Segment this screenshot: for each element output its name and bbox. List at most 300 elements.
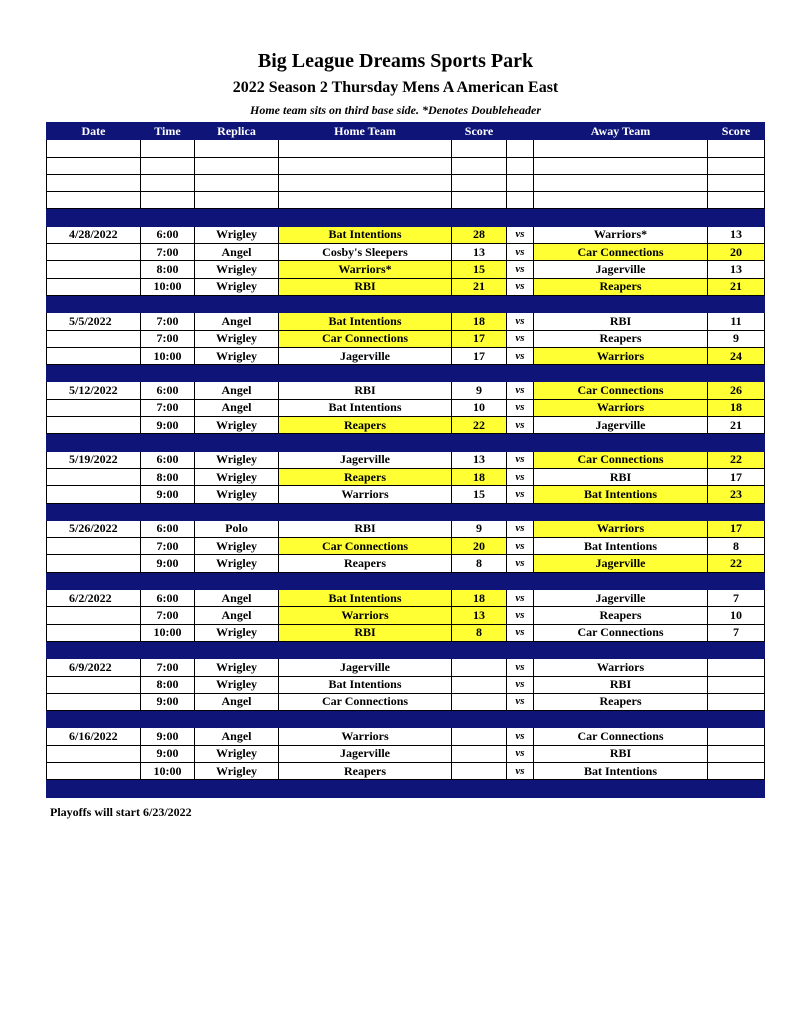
away-score-cell: [708, 728, 765, 745]
replica-cell: Angel: [195, 590, 279, 607]
divider-cell: [534, 711, 708, 728]
away-team-cell: Car Connections: [534, 244, 708, 261]
replica-cell: Wrigley: [195, 261, 279, 278]
divider-row: [47, 503, 765, 520]
away-score-cell: 23: [708, 486, 765, 503]
blank-cell: [452, 157, 507, 174]
divider-cell: [195, 434, 279, 451]
time-cell: 10:00: [141, 762, 195, 779]
vs-cell: vs: [507, 486, 534, 503]
blank-cell: [47, 157, 141, 174]
blank-cell: [452, 192, 507, 209]
away-team-cell: Jagerville: [534, 261, 708, 278]
divider-cell: [534, 572, 708, 589]
date-cell: [47, 399, 141, 416]
header-row: [47, 123, 765, 140]
divider-cell: [708, 572, 765, 589]
game-row: [47, 451, 765, 468]
home-team-cell: Bat Intentions: [279, 399, 452, 416]
column-header-home-team: Home Team: [279, 123, 452, 140]
vs-cell: vs: [507, 659, 534, 676]
divider-cell: [708, 780, 765, 797]
away-team-cell: Bat Intentions: [534, 538, 708, 555]
divider-row: [47, 711, 765, 728]
divider-cell: [708, 365, 765, 382]
game-row: [47, 520, 765, 537]
divider-cell: [47, 711, 141, 728]
away-score-cell: [708, 745, 765, 762]
home-score-cell: [452, 676, 507, 693]
divider-cell: [534, 503, 708, 520]
game-row: [47, 330, 765, 347]
away-score-cell: 10: [708, 607, 765, 624]
replica-cell: Polo: [195, 520, 279, 537]
blank-cell: [534, 157, 708, 174]
home-score-cell: 13: [452, 244, 507, 261]
divider-cell: [452, 641, 507, 658]
time-cell: 6:00: [141, 451, 195, 468]
divider-cell: [507, 641, 534, 658]
vs-cell: vs: [507, 676, 534, 693]
away-team-cell: Warriors: [534, 520, 708, 537]
divider-cell: [534, 209, 708, 226]
game-row: [47, 399, 765, 416]
game-row: [47, 486, 765, 503]
home-score-cell: [452, 745, 507, 762]
away-score-cell: 18: [708, 399, 765, 416]
away-score-cell: 17: [708, 468, 765, 485]
time-cell: 7:00: [141, 659, 195, 676]
date-cell: [47, 278, 141, 295]
divider-row: [47, 365, 765, 382]
game-row: [47, 676, 765, 693]
divider-cell: [708, 711, 765, 728]
divider-cell: [507, 503, 534, 520]
game-row: [47, 728, 765, 745]
divider-cell: [47, 780, 141, 797]
date-cell: [47, 468, 141, 485]
blank-cell: [708, 140, 765, 157]
vs-cell: vs: [507, 347, 534, 364]
away-score-cell: 26: [708, 382, 765, 399]
playoffs-note: Playoffs will start 6/23/2022: [50, 805, 192, 819]
home-score-cell: 18: [452, 590, 507, 607]
blank-cell: [534, 174, 708, 191]
divider-cell: [507, 434, 534, 451]
home-score-cell: 20: [452, 538, 507, 555]
blank-cell: [279, 157, 452, 174]
away-team-cell: Bat Intentions: [534, 762, 708, 779]
blank-row: [47, 174, 765, 191]
time-cell: 9:00: [141, 486, 195, 503]
home-score-cell: 28: [452, 226, 507, 243]
divider-cell: [708, 434, 765, 451]
divider-cell: [195, 641, 279, 658]
replica-cell: Wrigley: [195, 538, 279, 555]
away-team-cell: RBI: [534, 745, 708, 762]
divider-cell: [534, 295, 708, 312]
vs-cell: vs: [507, 313, 534, 330]
divider-cell: [279, 295, 452, 312]
blank-cell: [141, 140, 195, 157]
divider-cell: [141, 711, 195, 728]
away-team-cell: Warriors: [534, 347, 708, 364]
time-cell: 9:00: [141, 728, 195, 745]
divider-cell: [507, 365, 534, 382]
replica-cell: Wrigley: [195, 330, 279, 347]
home-team-cell: Warriors: [279, 607, 452, 624]
blank-row: [47, 140, 765, 157]
divider-cell: [141, 780, 195, 797]
divider-cell: [195, 295, 279, 312]
time-cell: 7:00: [141, 244, 195, 261]
divider-cell: [47, 434, 141, 451]
vs-cell: vs: [507, 728, 534, 745]
game-row: [47, 347, 765, 364]
game-row: [47, 468, 765, 485]
home-team-cell: Warriors: [279, 728, 452, 745]
game-row: [47, 693, 765, 710]
document-subtitle: 2022 Season 2 Thursday Mens A American East: [232, 79, 559, 96]
replica-cell: Wrigley: [195, 762, 279, 779]
home-score-cell: [452, 693, 507, 710]
divider-cell: [195, 780, 279, 797]
away-team-cell: Warriors: [534, 659, 708, 676]
home-team-cell: RBI: [279, 382, 452, 399]
time-cell: 7:00: [141, 538, 195, 555]
blank-cell: [534, 140, 708, 157]
divider-cell: [708, 641, 765, 658]
time-cell: 7:00: [141, 313, 195, 330]
blank-cell: [507, 174, 534, 191]
divider-row: [47, 641, 765, 658]
home-score-cell: 10: [452, 399, 507, 416]
home-score-cell: [452, 728, 507, 745]
divider-row: [47, 434, 765, 451]
divider-cell: [534, 641, 708, 658]
home-team-cell: Jagerville: [279, 659, 452, 676]
home-team-cell: Cosby's Sleepers: [279, 244, 452, 261]
replica-cell: Wrigley: [195, 278, 279, 295]
game-row: [47, 244, 765, 261]
replica-cell: Angel: [195, 244, 279, 261]
away-team-cell: Jagerville: [534, 417, 708, 434]
divider-cell: [47, 295, 141, 312]
blank-cell: [195, 140, 279, 157]
divider-cell: [47, 641, 141, 658]
replica-cell: Angel: [195, 607, 279, 624]
blank-cell: [141, 192, 195, 209]
away-score-cell: 11: [708, 313, 765, 330]
date-cell: [47, 762, 141, 779]
home-team-cell: Reapers: [279, 762, 452, 779]
blank-cell: [47, 192, 141, 209]
away-score-cell: 22: [708, 451, 765, 468]
away-team-cell: Car Connections: [534, 728, 708, 745]
game-row: [47, 417, 765, 434]
game-row: [47, 555, 765, 572]
date-cell: 5/12/2022: [47, 382, 141, 399]
blank-cell: [47, 174, 141, 191]
home-score-cell: 18: [452, 313, 507, 330]
away-team-cell: Car Connections: [534, 382, 708, 399]
time-cell: 10:00: [141, 278, 195, 295]
vs-cell: vs: [507, 330, 534, 347]
divider-cell: [507, 711, 534, 728]
vs-cell: vs: [507, 382, 534, 399]
date-cell: 6/9/2022: [47, 659, 141, 676]
vs-cell: vs: [507, 745, 534, 762]
home-team-cell: Bat Intentions: [279, 590, 452, 607]
home-team-cell: Reapers: [279, 555, 452, 572]
home-score-cell: 18: [452, 468, 507, 485]
divider-cell: [708, 209, 765, 226]
game-row: [47, 278, 765, 295]
home-team-cell: Reapers: [279, 468, 452, 485]
divider-cell: [141, 295, 195, 312]
blank-cell: [279, 140, 452, 157]
away-score-cell: [708, 659, 765, 676]
divider-cell: [534, 434, 708, 451]
away-score-cell: 13: [708, 261, 765, 278]
time-cell: 10:00: [141, 347, 195, 364]
away-score-cell: [708, 693, 765, 710]
date-cell: 6/16/2022: [47, 728, 141, 745]
vs-cell: vs: [507, 451, 534, 468]
divider-cell: [452, 434, 507, 451]
away-score-cell: 13: [708, 226, 765, 243]
blank-cell: [141, 174, 195, 191]
home-score-cell: 8: [452, 624, 507, 641]
date-cell: [47, 624, 141, 641]
column-header-away-score: Score: [708, 123, 765, 140]
replica-cell: Wrigley: [195, 347, 279, 364]
replica-cell: Wrigley: [195, 417, 279, 434]
home-team-cell: Warriors: [279, 486, 452, 503]
time-cell: 10:00: [141, 624, 195, 641]
time-cell: 9:00: [141, 745, 195, 762]
divider-cell: [141, 209, 195, 226]
away-team-cell: Bat Intentions: [534, 486, 708, 503]
game-row: [47, 226, 765, 243]
game-row: [47, 607, 765, 624]
time-cell: 8:00: [141, 261, 195, 278]
date-cell: [47, 261, 141, 278]
game-row: [47, 382, 765, 399]
away-team-cell: Jagerville: [534, 555, 708, 572]
divider-cell: [195, 711, 279, 728]
vs-cell: vs: [507, 590, 534, 607]
away-team-cell: Warriors: [534, 399, 708, 416]
divider-cell: [279, 434, 452, 451]
away-team-cell: Reapers: [534, 278, 708, 295]
vs-cell: vs: [507, 693, 534, 710]
divider-row: [47, 780, 765, 797]
divider-cell: [507, 295, 534, 312]
divider-cell: [141, 572, 195, 589]
home-team-cell: Car Connections: [279, 330, 452, 347]
away-score-cell: 7: [708, 624, 765, 641]
away-team-cell: RBI: [534, 676, 708, 693]
divider-cell: [507, 209, 534, 226]
home-team-cell: RBI: [279, 624, 452, 641]
home-score-cell: [452, 659, 507, 676]
replica-cell: Wrigley: [195, 624, 279, 641]
divider-cell: [195, 209, 279, 226]
home-team-cell: Bat Intentions: [279, 676, 452, 693]
away-score-cell: 22: [708, 555, 765, 572]
schedule-table: [46, 122, 765, 798]
document-title: Big League Dreams Sports Park: [257, 50, 534, 72]
divider-cell: [279, 641, 452, 658]
home-score-cell: 15: [452, 486, 507, 503]
away-score-cell: 21: [708, 417, 765, 434]
divider-cell: [47, 503, 141, 520]
divider-cell: [47, 572, 141, 589]
blank-cell: [141, 157, 195, 174]
divider-cell: [279, 503, 452, 520]
divider-row: [47, 295, 765, 312]
home-team-cell: Jagerville: [279, 451, 452, 468]
date-cell: [47, 745, 141, 762]
blank-cell: [195, 157, 279, 174]
divider-cell: [279, 780, 452, 797]
date-cell: 5/19/2022: [47, 451, 141, 468]
blank-cell: [507, 157, 534, 174]
away-team-cell: Car Connections: [534, 451, 708, 468]
time-cell: 9:00: [141, 693, 195, 710]
divider-cell: [452, 711, 507, 728]
replica-cell: Wrigley: [195, 486, 279, 503]
date-cell: [47, 538, 141, 555]
date-cell: [47, 417, 141, 434]
vs-cell: vs: [507, 417, 534, 434]
divider-cell: [452, 295, 507, 312]
divider-cell: [507, 572, 534, 589]
away-score-cell: [708, 676, 765, 693]
replica-cell: Wrigley: [195, 468, 279, 485]
home-team-cell: Car Connections: [279, 538, 452, 555]
date-cell: [47, 347, 141, 364]
blank-cell: [708, 192, 765, 209]
home-score-cell: 15: [452, 261, 507, 278]
divider-cell: [141, 641, 195, 658]
home-team-cell: Reapers: [279, 417, 452, 434]
vs-cell: vs: [507, 520, 534, 537]
vs-cell: vs: [507, 762, 534, 779]
vs-cell: vs: [507, 244, 534, 261]
away-team-cell: RBI: [534, 313, 708, 330]
home-team-cell: RBI: [279, 278, 452, 295]
divider-cell: [279, 572, 452, 589]
away-score-cell: 9: [708, 330, 765, 347]
date-cell: [47, 693, 141, 710]
divider-cell: [141, 503, 195, 520]
time-cell: 6:00: [141, 590, 195, 607]
date-cell: 6/2/2022: [47, 590, 141, 607]
away-team-cell: Reapers: [534, 330, 708, 347]
divider-row: [47, 209, 765, 226]
divider-cell: [279, 711, 452, 728]
date-cell: [47, 676, 141, 693]
divider-cell: [452, 503, 507, 520]
away-team-cell: Reapers: [534, 693, 708, 710]
divider-cell: [708, 295, 765, 312]
schedule-body: [47, 140, 765, 797]
column-header-away-team: Away Team: [534, 123, 708, 140]
away-team-cell: Reapers: [534, 607, 708, 624]
divider-cell: [279, 209, 452, 226]
time-cell: 7:00: [141, 399, 195, 416]
away-team-cell: RBI: [534, 468, 708, 485]
home-score-cell: 8: [452, 555, 507, 572]
replica-cell: Wrigley: [195, 226, 279, 243]
vs-cell: vs: [507, 607, 534, 624]
replica-cell: Angel: [195, 313, 279, 330]
replica-cell: Wrigley: [195, 451, 279, 468]
date-cell: [47, 244, 141, 261]
divider-cell: [452, 780, 507, 797]
divider-cell: [47, 365, 141, 382]
game-row: [47, 538, 765, 555]
divider-cell: [452, 209, 507, 226]
vs-cell: vs: [507, 624, 534, 641]
time-cell: 6:00: [141, 382, 195, 399]
vs-cell: vs: [507, 399, 534, 416]
divider-cell: [141, 365, 195, 382]
home-team-cell: Bat Intentions: [279, 313, 452, 330]
blank-cell: [452, 174, 507, 191]
vs-cell: vs: [507, 226, 534, 243]
game-row: [47, 313, 765, 330]
divider-cell: [534, 780, 708, 797]
vs-cell: vs: [507, 278, 534, 295]
replica-cell: Wrigley: [195, 659, 279, 676]
time-cell: 9:00: [141, 555, 195, 572]
away-score-cell: [708, 762, 765, 779]
away-team-cell: Jagerville: [534, 590, 708, 607]
time-cell: 8:00: [141, 676, 195, 693]
date-cell: [47, 607, 141, 624]
home-score-cell: 17: [452, 330, 507, 347]
column-header-home-score: Score: [452, 123, 507, 140]
blank-cell: [279, 174, 452, 191]
replica-cell: Angel: [195, 382, 279, 399]
replica-cell: Angel: [195, 399, 279, 416]
game-row: [47, 624, 765, 641]
blank-cell: [507, 192, 534, 209]
game-row: [47, 590, 765, 607]
date-cell: 5/26/2022: [47, 520, 141, 537]
divider-cell: [708, 503, 765, 520]
date-cell: [47, 330, 141, 347]
home-team-cell: RBI: [279, 520, 452, 537]
blank-cell: [195, 192, 279, 209]
replica-cell: Angel: [195, 693, 279, 710]
home-score-cell: 22: [452, 417, 507, 434]
divider-cell: [507, 780, 534, 797]
game-row: [47, 659, 765, 676]
home-score-cell: [452, 762, 507, 779]
date-cell: [47, 555, 141, 572]
column-header-time: Time: [141, 123, 195, 140]
home-team-cell: Jagerville: [279, 745, 452, 762]
blank-cell: [452, 140, 507, 157]
time-cell: 7:00: [141, 330, 195, 347]
time-cell: 9:00: [141, 417, 195, 434]
divider-cell: [195, 503, 279, 520]
vs-cell: vs: [507, 538, 534, 555]
